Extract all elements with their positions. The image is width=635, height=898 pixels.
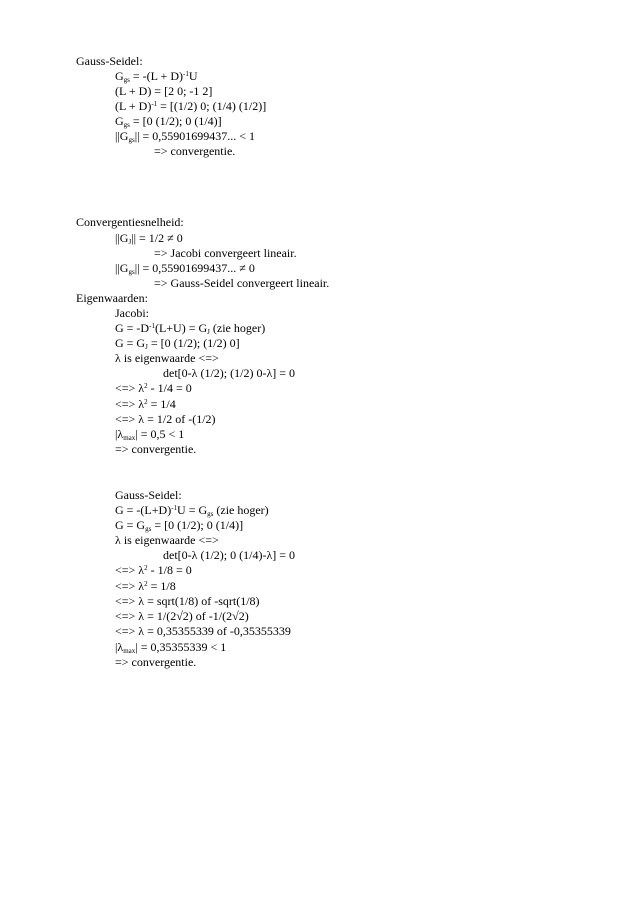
jacobi-subheading: Jacobi: [115, 306, 149, 320]
gs-linear-conclusion: => Gauss-Seidel convergeert lineair. [154, 276, 330, 290]
gs-g-definition: $G = -(L+D)^{-1}U = G_{gs}$ (zie hoger) [115, 503, 269, 518]
eigenvalues-heading: Eigenwaarden: [76, 291, 148, 305]
gs-step-2: <=> $\lambda^2 = 1/8$ [115, 579, 176, 593]
gs-step-4: <=> λ = 1/(2√2) of -1/(2√2) [115, 609, 249, 623]
jacobi-linear-conclusion: => Jacobi convergeert lineair. [154, 246, 297, 260]
gs-step-1: <=> $\lambda^2 - 1/8 = 0$ [115, 563, 192, 577]
jacobi-determinant: det[0-λ (1/2); (1/2) 0-λ] = 0 [163, 366, 296, 380]
gauss-seidel-heading: Gauss-Seidel: [76, 54, 143, 68]
gs-eigen-statement: λ is eigenwaarde <=> [115, 533, 219, 547]
jacobi-g-matrix: $G = G_J = [0$ (1/2); (1/2) 0] [115, 336, 240, 351]
gs-lambda-max: $|\lambda_{max}| = 0,35355339 < 1$ [115, 640, 227, 655]
gs-g-matrix: $G = G_{gs} = [0$ (1/2); 0 (1/4)] [115, 518, 244, 533]
jacobi-lambda-max: $|\lambda_{max}| = 0,5 < 1$ [115, 427, 185, 442]
gs-step-5: <=> λ = 0,35355339 of -0,35355339 [115, 624, 291, 638]
ggs-norm: $||G_{gs}|| = 0,55901699437$... < 1 [115, 129, 256, 144]
ggs-norm-rate: $||G_{gs}|| = 0,55901699437$... ≠ 0 [115, 261, 255, 276]
convergence-rate-heading: Convergentiesnelheid: [76, 215, 184, 229]
gs-step-3: <=> λ = sqrt(1/8) of -sqrt(1/8) [115, 594, 260, 608]
gs-convergence-conclusion: => convergentie. [154, 144, 236, 158]
jacobi-convergence-conclusion: => convergentie. [115, 442, 197, 456]
jacobi-step-2: <=> $\lambda^2 = 1/4$ [115, 397, 176, 411]
jacobi-step-3: <=> λ = 1/2 of -(1/2) [115, 412, 216, 426]
gs-eigen-convergence-conclusion: => convergentie. [115, 655, 197, 669]
jacobi-step-1: <=> $\lambda^2 - 1/4 = 0$ [115, 381, 192, 395]
l-plus-d-inverse: $(L + D)^{-1} = [(1/2)$ 0; (1/4) (1/2)] [115, 99, 267, 113]
jacobi-eigen-statement: λ is eigenwaarde <=> [115, 351, 219, 365]
gs-determinant: det[0-λ (1/2); 0 (1/4)-λ] = 0 [163, 548, 296, 562]
ggs-definition: $G_{gs} = -(L + D)^{-1}U$ [115, 69, 198, 84]
gj-norm: $||G_J|| = 1/2 \ne 0$ [115, 231, 183, 246]
l-plus-d-matrix: (L + D) = [2 0; -1 2] [115, 84, 213, 98]
jacobi-g-definition: $G = -D^{-1}(L+U) = G_J$ (zie hoger) [115, 321, 266, 336]
ggs-matrix: $G_{gs} = [0$ (1/2); 0 (1/4)] [115, 114, 222, 129]
gs-eigen-subheading: Gauss-Seidel: [115, 488, 182, 502]
